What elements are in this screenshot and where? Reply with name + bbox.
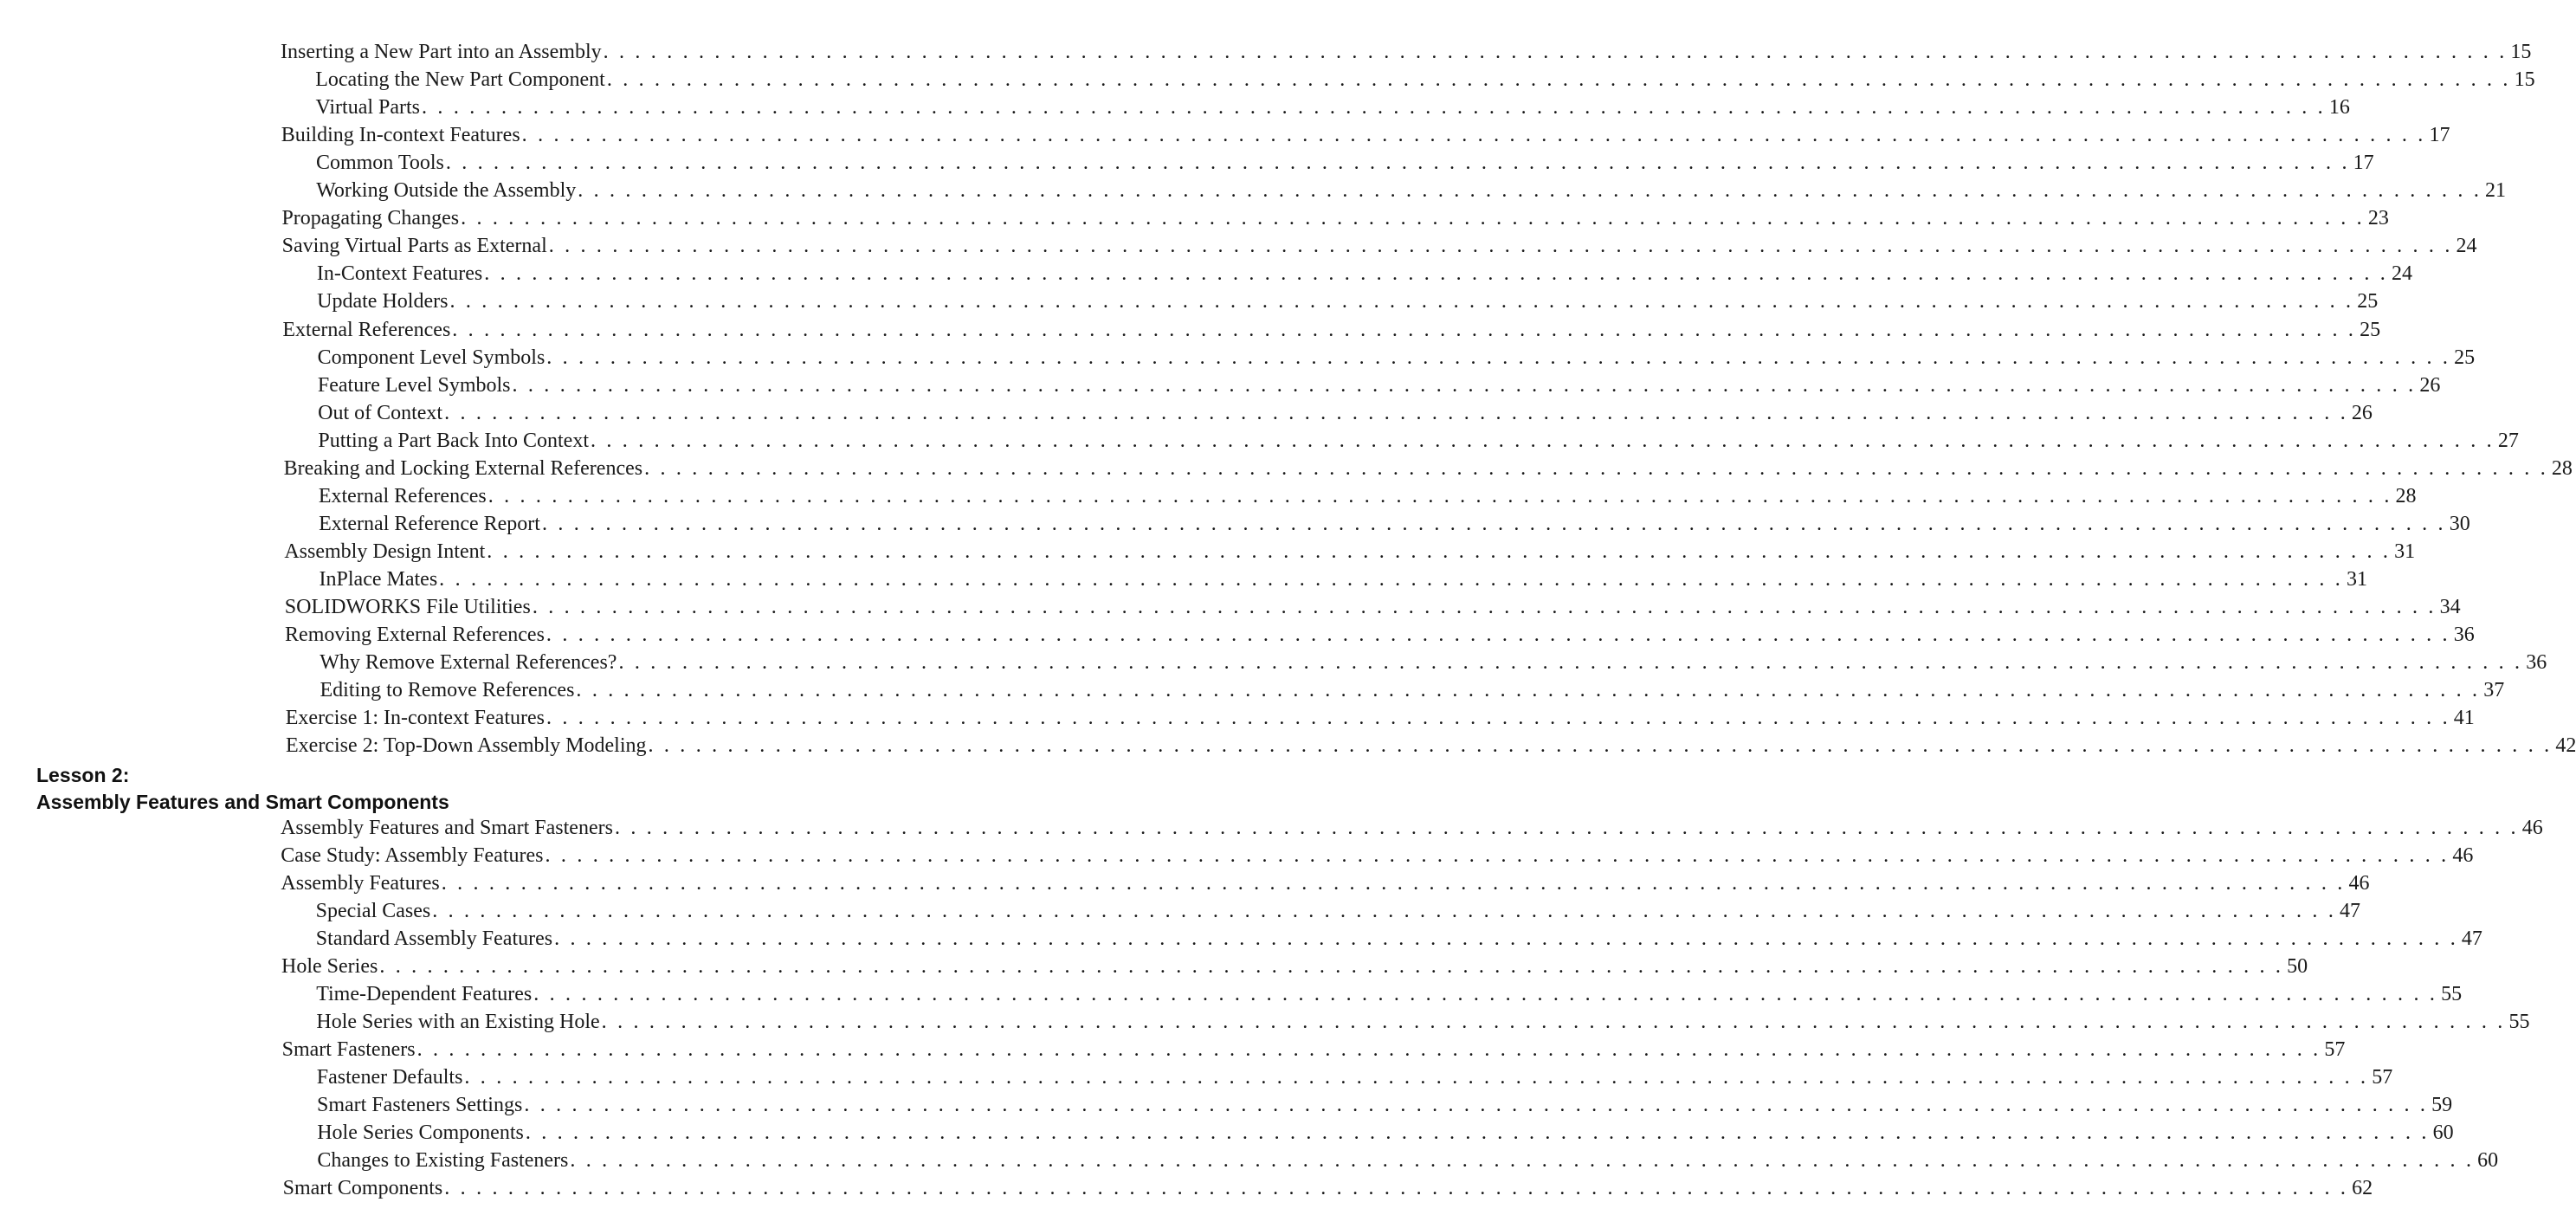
dot-leader: . . . . . . . . . . . . . . . . . . . . . . . . . . . . . . . . . . . . . . . . . . . . . . . . . . . . . . . . . . . . . . . . . . . . . . . . . . . . . . . . . . . . . . . . . . . . . . . . . . . . . . . . . . . . . . . . . . . . . . . . [439,567,2343,591]
toc-entry-page-number: 25 [2360,318,2381,341]
toc-entry-page-number: 55 [2508,1011,2530,1033]
dot-leader: . . . . . . . . . . . . . . . . . . . . . . . . . . . . . . . . . . . . . . . . . . . . . . . . . . . . . . . . . . . . . . . . . . . . . . . . . . . . . . . . . . . . . . . . . . . . . . . . . . . . . . . . . . . . . . . . . . . . . . . . [548,235,2453,258]
toc-entry-page-number: 50 [2287,955,2308,978]
toc-entry-title: Assembly Features and Smart Fasteners [281,817,613,839]
toc-entry [316,1063,2393,1091]
toc-entry-page-number: 24 [2456,235,2477,258]
toc-entry-page-number: 21 [2485,179,2507,203]
dot-leader: . . . . . . . . . . . . . . . . . . . . . . . . . . . . . . . . . . . . . . . . . . . . . . . . . . . . . . . . . . . . . . . . . . . . . . . . . . . . . . . . . . . . . . . . . . . . . . . . . . . . . . . . . . . . . . . . . . . . . . . . [541,512,2446,535]
toc-entry [320,649,2547,676]
toc-entry-title: Virtual Parts [315,96,421,120]
toc-entry-page-number: 27 [2497,429,2519,452]
dot-leader: . . . . . . . . . . . . . . . . . . . . . . . . . . . . . . . . . . . . . . . . . . . . . . . . . . . . . . . . . . . . . . . . . . . . . . . . . . . . . . . . . . . . . . . . . . . . . . . . . . . . . . . . . . . . . . . . . . . . . . . . [416,1038,2321,1061]
toc-entry-title: Why Remove External References? [320,651,617,675]
toc-entry-page-number: 46 [2452,844,2474,867]
toc-entry [282,316,2381,344]
toc-entry [316,177,2507,204]
toc-entry-title: Propagating Changes [281,207,460,230]
toc-entry [316,980,2463,1008]
toc-entry-title: External References [318,484,487,507]
toc-entry-page-number: 60 [2432,1121,2454,1144]
toc-entry-page-number: 17 [2429,124,2450,147]
toc-entry-page-number: 30 [2449,512,2470,535]
toc-entry [281,953,2308,980]
toc-entry-title: Common Tools [315,152,444,175]
dot-leader: . . . . . . . . . . . . . . . . . . . . . . . . . . . . . . . . . . . . . . . . . . . . . . . . . . . . . . . . . . . . . . . . . . . . . . . . . . . . . . . . . . . . . . . . . . . . . . . . . . . . . . . . . . . . . . . . . . . . . . . . [452,318,2357,341]
toc-entry-title: Special Cases [315,900,431,922]
toc-entry-title: SOLIDWORKS File Utilities [284,596,531,618]
dot-leader: . . . . . . . . . . . . . . . . . . . . . . . . . . . . . . . . . . . . . . . . . . . . . . . . . . . . . . . . . . . . . . . . . . . . . . . . . . . . . . . . . . . . . . . . . . . . . . . . . . . . . . . . . . . . . . . . . . . . . . . . [532,596,2437,618]
toc-entry-title: Hole Series [281,955,378,978]
dot-leader: . . . . . . . . . . . . . . . . . . . . . . . . . . . . . . . . . . . . . . . . . . . . . . . . . . . . . . . . . . . . . . . . . . . . . . . . . . . . . . . . . . . . . . . . . . . . . . . . . . . . . . . . . . . . . . . . . . . . . . . . [521,124,2426,147]
toc-entry [318,427,2519,455]
dot-leader: . . . . . . . . . . . . . . . . . . . . . . . . . . . . . . . . . . . . . . . . . . . . . . . . . . . . . . . . . . . . . . . . . . . . . . . . . . . . . . . . . . . . . . . . . . . . . . . . . . . . . . . . . . . . . . . . . . . . . . . . [591,429,2495,452]
toc-entry-page-number: 46 [2348,872,2370,895]
toc-entry [286,732,2576,759]
dot-leader: . . . . . . . . . . . . . . . . . . . . . . . . . . . . . . . . . . . . . . . . . . . . . . . . . . . . . . . . . . . . . . . . . . . . . . . . . . . . . . . . . . . . . . . . . . . . . . . . . . . . . . . . . . . . . . . . . . . . . . . . [614,817,2519,839]
toc-entry-page-number: 25 [2454,346,2476,369]
toc-entry [317,1091,2453,1119]
dot-leader: . . . . . . . . . . . . . . . . . . . . . . . . . . . . . . . . . . . . . . . . . . . . . . . . . . . . . . . . . . . . . . . . . . . . . . . . . . . . . . . . . . . . . . . . . . . . . . . . . . . . . . . . . . . . . . . . . . . . . . . . [533,983,2438,1005]
toc-entry [281,204,2389,232]
toc-entry-page-number: 17 [2353,152,2374,175]
toc-entry [281,869,2370,897]
dot-leader: . . . . . . . . . . . . . . . . . . . . . . . . . . . . . . . . . . . . . . . . . . . . . . . . . . . . . . . . . . . . . . . . . . . . . . . . . . . . . . . . . . . . . . . . . . . . . . . . . . . . . . . . . . . . . . . . . . . . . . . . [444,1177,2349,1199]
dot-leader: . . . . . . . . . . . . . . . . . . . . . . . . . . . . . . . . . . . . . . . . . . . . . . . . . . . . . . . . . . . . . . . . . . . . . . . . . . . . . . . . . . . . . . . . . . . . . . . . . . . . . . . . . . . . . . . . . . . . . . . . [644,456,2548,480]
dot-leader: . . . . . . . . . . . . . . . . . . . . . . . . . . . . . . . . . . . . . . . . . . . . . . . . . . . . . . . . . . . . . . . . . . . . . . . . . . . . . . . . . . . . . . . . . . . . . . . . . . . . . . . . . . . . . . . . . . . . . . . . [546,624,2450,647]
dot-leader: . . . . . . . . . . . . . . . . . . . . . . . . . . . . . . . . . . . . . . . . . . . . . . . . . . . . . . . . . . . . . . . . . . . . . . . . . . . . . . . . . . . . . . . . . . . . . . . . . . . . . . . . . . . . . . . . . . . . . . . . [445,152,2350,175]
toc-entry-title: Removing External References [285,624,545,647]
dot-leader: . . . . . . . . . . . . . . . . . . . . . . . . . . . . . . . . . . . . . . . . . . . . . . . . . . . . . . . . . . . . . . . . . . . . . . . . . . . . . . . . . . . . . . . . . . . . . . . . . . . . . . . . . . . . . . . . . . . . . . . . [648,734,2553,758]
toc-entry-title: Exercise 1: In-context Features [285,707,545,730]
toc-entry [282,1174,2373,1202]
toc-entry-title: Smart Components [282,1177,443,1199]
toc-entry [317,1119,2454,1147]
toc-entry-title: Component Level Symbols [317,346,546,369]
toc-entry-title: Assembly Design Intent [284,540,486,563]
dot-leader: . . . . . . . . . . . . . . . . . . . . . . . . . . . . . . . . . . . . . . . . . . . . . . . . . . . . . . . . . . . . . . . . . . . . . . . . . . . . . . . . . . . . . . . . . . . . . . . . . . . . . . . . . . . . . . . . . . . . . . . . [441,872,2346,895]
dot-leader: . . . . . . . . . . . . . . . . . . . . . . . . . . . . . . . . . . . . . . . . . . . . . . . . . . . . . . . . . . . . . . . . . . . . . . . . . . . . . . . . . . . . . . . . . . . . . . . . . . . . . . . . . . . . . . . . . . . . . . . . [444,401,2348,424]
toc-entry [315,897,2361,925]
toc-entry-title: Changes to Existing Fasteners [317,1149,569,1172]
toc-entry-title: Smart Fasteners Settings [317,1094,523,1116]
toc-entry-page-number: 41 [2453,707,2475,730]
toc-entry [281,232,2477,260]
dot-leader: . . . . . . . . . . . . . . . . . . . . . . . . . . . . . . . . . . . . . . . . . . . . . . . . . . . . . . . . . . . . . . . . . . . . . . . . . . . . . . . . . . . . . . . . . . . . . . . . . . . . . . . . . . . . . . . . . . . . . . . . [449,290,2354,313]
dot-leader: . . . . . . . . . . . . . . . . . . . . . . . . . . . . . . . . . . . . . . . . . . . . . . . . . . . . . . . . . . . . . . . . . . . . . . . . . . . . . . . . . . . . . . . . . . . . . . . . . . . . . . . . . . . . . . . . . . . . . . . . [464,1066,2369,1089]
toc-entry-title: Time-Dependent Features [316,983,533,1005]
toc-entry [316,260,2413,288]
dot-leader: . . . . . . . . . . . . . . . . . . . . . . . . . . . . . . . . . . . . . . . . . . . . . . . . . . . . . . . . . . . . . . . . . . . . . . . . . . . . . . . . . . . . . . . . . . . . . . . . . . . . . . . . . . . . . . . . . . . . . . . . [484,262,2389,286]
dot-leader: . . . . . . . . . . . . . . . . . . . . . . . . . . . . . . . . . . . . . . . . . . . . . . . . . . . . . . . . . . . . . . . . . . . . . . . . . . . . . . . . . . . . . . . . . . . . . . . . . . . . . . . . . . . . . . . . . . . . . . . . [525,1121,2430,1144]
toc-entry-title: Putting a Part Back Into Context [318,429,589,452]
toc-entry-title: Assembly Features [281,872,440,895]
toc-entry [317,344,2476,372]
dot-leader: . . . . . . . . . . . . . . . . . . . . . . . . . . . . . . . . . . . . . . . . . . . . . . . . . . . . . . . . . . . . . . . . . . . . . . . . . . . . . . . . . . . . . . . . . . . . . . . . . . . . . . . . . . . . . . . . . . . . . . . . [487,540,2392,563]
toc-entry [281,842,2474,869]
toc-entry-page-number: 62 [2352,1177,2373,1199]
dot-leader: . . . . . . . . . . . . . . . . . . . . . . . . . . . . . . . . . . . . . . . . . . . . . . . . . . . . . . . . . . . . . . . . . . . . . . . . . . . . . . . . . . . . . . . . . . . . . . . . . . . . . . . . . . . . . . . . . . . . . . . . [379,955,2284,978]
dot-leader: . . . . . . . . . . . . . . . . . . . . . . . . . . . . . . . . . . . . . . . . . . . . . . . . . . . . . . . . . . . . . . . . . . . . . . . . . . . . . . . . . . . . . . . . . . . . . . . . . . . . . . . . . . . . . . . . . . . . . . . . [576,679,2481,702]
toc-entry [316,1008,2530,1036]
toc-entry [283,455,2573,482]
toc-entry-page-number: 23 [2367,207,2389,230]
dot-leader: . . . . . . . . . . . . . . . . . . . . . . . . . . . . . . . . . . . . . . . . . . . . . . . . . . . . . . . . . . . . . . . . . . . . . . . . . . . . . . . . . . . . . . . . . . . . . . . . . . . . . . . . . . . . . . . . . . . . . . . . [618,651,2523,675]
toc-entry [281,38,2532,66]
toc-entry-page-number: 31 [2346,567,2367,591]
dot-leader: . . . . . . . . . . . . . . . . . . . . . . . . . . . . . . . . . . . . . . . . . . . . . . . . . . . . . . . . . . . . . . . . . . . . . . . . . . . . . . . . . . . . . . . . . . . . . . . . . . . . . . . . . . . . . . . . . . . . . . . . [545,844,2450,867]
toc-entry-page-number: 60 [2477,1149,2499,1172]
toc-entry-title: Exercise 2: Top-Down Assembly Modeling [286,734,647,758]
toc-entry-page-number: 25 [2357,290,2379,313]
toc-entry-title: Update Holders [317,290,449,313]
toc-entry-title: Editing to Remove References [320,679,575,702]
dot-leader: . . . . . . . . . . . . . . . . . . . . . . . . . . . . . . . . . . . . . . . . . . . . . . . . . . . . . . . . . . . . . . . . . . . . . . . . . . . . . . . . . . . . . . . . . . . . . . . . . . . . . . . . . . . . . . . . . . . . . . . . [432,900,2337,922]
toc-entry [281,121,2450,149]
toc-entry [281,1036,2346,1063]
dot-leader: . . . . . . . . . . . . . . . . . . . . . . . . . . . . . . . . . . . . . . . . . . . . . . . . . . . . . . . . . . . . . . . . . . . . . . . . . . . . . . . . . . . . . . . . . . . . . . . . . . . . . . . . . . . . . . . . . . . . . . . . [524,1094,2429,1116]
dot-leader: . . . . . . . . . . . . . . . . . . . . . . . . . . . . . . . . . . . . . . . . . . . . . . . . . . . . . . . . . . . . . . . . . . . . . . . . . . . . . . . . . . . . . . . . . . . . . . . . . . . . . . . . . . . . . . . . . . . . . . . . [578,179,2482,203]
toc-entry-title: In-Context Features [316,262,483,286]
toc-entry-page-number: 26 [2419,373,2441,397]
dot-leader: . . . . . . . . . . . . . . . . . . . . . . . . . . . . . . . . . . . . . . . . . . . . . . . . . . . . . . . . . . . . . . . . . . . . . . . . . . . . . . . . . . . . . . . . . . . . . . . . . . . . . . . . . . . . . . . . . . . . . . . . [601,1011,2506,1033]
toc-entry [319,566,2367,593]
toc-entry-title: Standard Assembly Features [315,927,553,950]
toc-entry [318,399,2373,427]
toc-entry-title: Locating the New Part Component [315,68,605,92]
toc-entry-title: Smart Fasteners [281,1038,416,1061]
toc-entry-page-number: 36 [2453,624,2475,647]
toc-entry [284,538,2416,566]
toc-entry-title: Working Outside the Assembly [316,179,577,203]
dot-leader: . . . . . . . . . . . . . . . . . . . . . . . . . . . . . . . . . . . . . . . . . . . . . . . . . . . . . . . . . . . . . . . . . . . . . . . . . . . . . . . . . . . . . . . . . . . . . . . . . . . . . . . . . . . . . . . . . . . . . . . . [512,373,2417,397]
toc-entry-title: Fastener Defaults [316,1066,463,1089]
toc-entry-title: Hole Series Components [317,1121,524,1144]
toc-entry-title: Hole Series with an Existing Hole [316,1011,600,1033]
toc-entry-page-number: 15 [2510,41,2532,63]
dot-leader: . . . . . . . . . . . . . . . . . . . . . . . . . . . . . . . . . . . . . . . . . . . . . . . . . . . . . . . . . . . . . . . . . . . . . . . . . . . . . . . . . . . . . . . . . . . . . . . . . . . . . . . . . . . . . . . . . . . . . . . . [554,927,2458,950]
toc-entry [317,1147,2499,1174]
toc-entry-page-number: 59 [2431,1094,2453,1116]
toc-entry-page-number: 24 [2392,262,2413,286]
toc-entry-title: Building In-context Features [281,124,520,147]
toc-entry-title: External Reference Report [319,512,540,535]
toc-entry [317,372,2441,399]
toc-entry [317,288,2379,315]
lesson-2-title: Assembly Features and Smart Components [36,791,449,813]
toc-entry-title: InPlace Mates [319,567,438,591]
toc-entry-page-number: 26 [2351,401,2373,424]
toc-entry [285,621,2475,649]
dot-leader: . . . . . . . . . . . . . . . . . . . . . . . . . . . . . . . . . . . . . . . . . . . . . . . . . . . . . . . . . . . . . . . . . . . . . . . . . . . . . . . . . . . . . . . . . . . . . . . . . . . . . . . . . . . . . . . . . . . . . . . . [461,207,2365,230]
toc-entry-page-number: 42 [2555,734,2576,758]
toc-entry-page-number: 57 [2372,1066,2393,1089]
toc-entry-page-number: 28 [2395,484,2417,507]
dot-leader: . . . . . . . . . . . . . . . . . . . . . . . . . . . . . . . . . . . . . . . . . . . . . . . . . . . . . . . . . . . . . . . . . . . . . . . . . . . . . . . . . . . . . . . . . . . . . . . . . . . . . . . . . . . . . . . . . . . . . . . . [422,96,2326,120]
toc-entry-page-number: 47 [2340,900,2361,922]
dot-leader: . . . . . . . . . . . . . . . . . . . . . . . . . . . . . . . . . . . . . . . . . . . . . . . . . . . . . . . . . . . . . . . . . . . . . . . . . . . . . . . . . . . . . . . . . . . . . . . . . . . . . . . . . . . . . . . . . . . . . . . . [606,68,2511,92]
toc-entry-page-number: 16 [2328,96,2350,120]
toc-entry-page-number: 57 [2324,1038,2346,1061]
toc-entry-title: External References [282,318,451,341]
toc-entry-title: Feature Level Symbols [317,373,511,397]
dot-leader: . . . . . . . . . . . . . . . . . . . . . . . . . . . . . . . . . . . . . . . . . . . . . . . . . . . . . . . . . . . . . . . . . . . . . . . . . . . . . . . . . . . . . . . . . . . . . . . . . . . . . . . . . . . . . . . . . . . . . . . . [487,484,2392,507]
toc-entry-title: Inserting a New Part into an Assembly [281,41,602,63]
toc-entry [285,704,2475,732]
toc-entry-title: Breaking and Locking External References [283,456,643,480]
toc-entry-page-number: 36 [2526,651,2547,675]
toc-entry-page-number: 34 [2439,596,2461,618]
toc-entry [319,510,2470,538]
toc-entry [284,593,2461,621]
toc-entry-title: Out of Context [318,401,443,424]
toc-entry [315,925,2482,953]
toc-entry-page-number: 55 [2441,983,2463,1005]
toc-entry-page-number: 37 [2483,679,2505,702]
dot-leader: . . . . . . . . . . . . . . . . . . . . . . . . . . . . . . . . . . . . . . . . . . . . . . . . . . . . . . . . . . . . . . . . . . . . . . . . . . . . . . . . . . . . . . . . . . . . . . . . . . . . . . . . . . . . . . . . . . . . . . . . [570,1149,2475,1172]
toc-entry [281,814,2543,842]
toc-entry [315,149,2374,177]
toc-entry-title: Saving Virtual Parts as External [281,235,547,258]
toc-entry-page-number: 47 [2461,927,2482,950]
toc-entry-page-number: 46 [2521,817,2543,839]
toc-entry [315,66,2535,94]
toc-entry-page-number: 31 [2394,540,2416,563]
lesson-2-label: Lesson 2: [36,764,130,786]
toc-entry [320,676,2505,704]
toc-entry-title: Case Study: Assembly Features [281,844,544,867]
toc-entry-page-number: 15 [2514,68,2535,92]
toc-entry [318,482,2417,510]
dot-leader: . . . . . . . . . . . . . . . . . . . . . . . . . . . . . . . . . . . . . . . . . . . . . . . . . . . . . . . . . . . . . . . . . . . . . . . . . . . . . . . . . . . . . . . . . . . . . . . . . . . . . . . . . . . . . . . . . . . . . . . . [546,707,2450,730]
toc-entry-page-number: 28 [2551,456,2573,480]
dot-leader: . . . . . . . . . . . . . . . . . . . . . . . . . . . . . . . . . . . . . . . . . . . . . . . . . . . . . . . . . . . . . . . . . . . . . . . . . . . . . . . . . . . . . . . . . . . . . . . . . . . . . . . . . . . . . . . . . . . . . . . . [546,346,2451,369]
toc-entry [315,94,2350,121]
dot-leader: . . . . . . . . . . . . . . . . . . . . . . . . . . . . . . . . . . . . . . . . . . . . . . . . . . . . . . . . . . . . . . . . . . . . . . . . . . . . . . . . . . . . . . . . . . . . . . . . . . . . . . . . . . . . . . . . . . . . . . . . [603,41,2508,63]
